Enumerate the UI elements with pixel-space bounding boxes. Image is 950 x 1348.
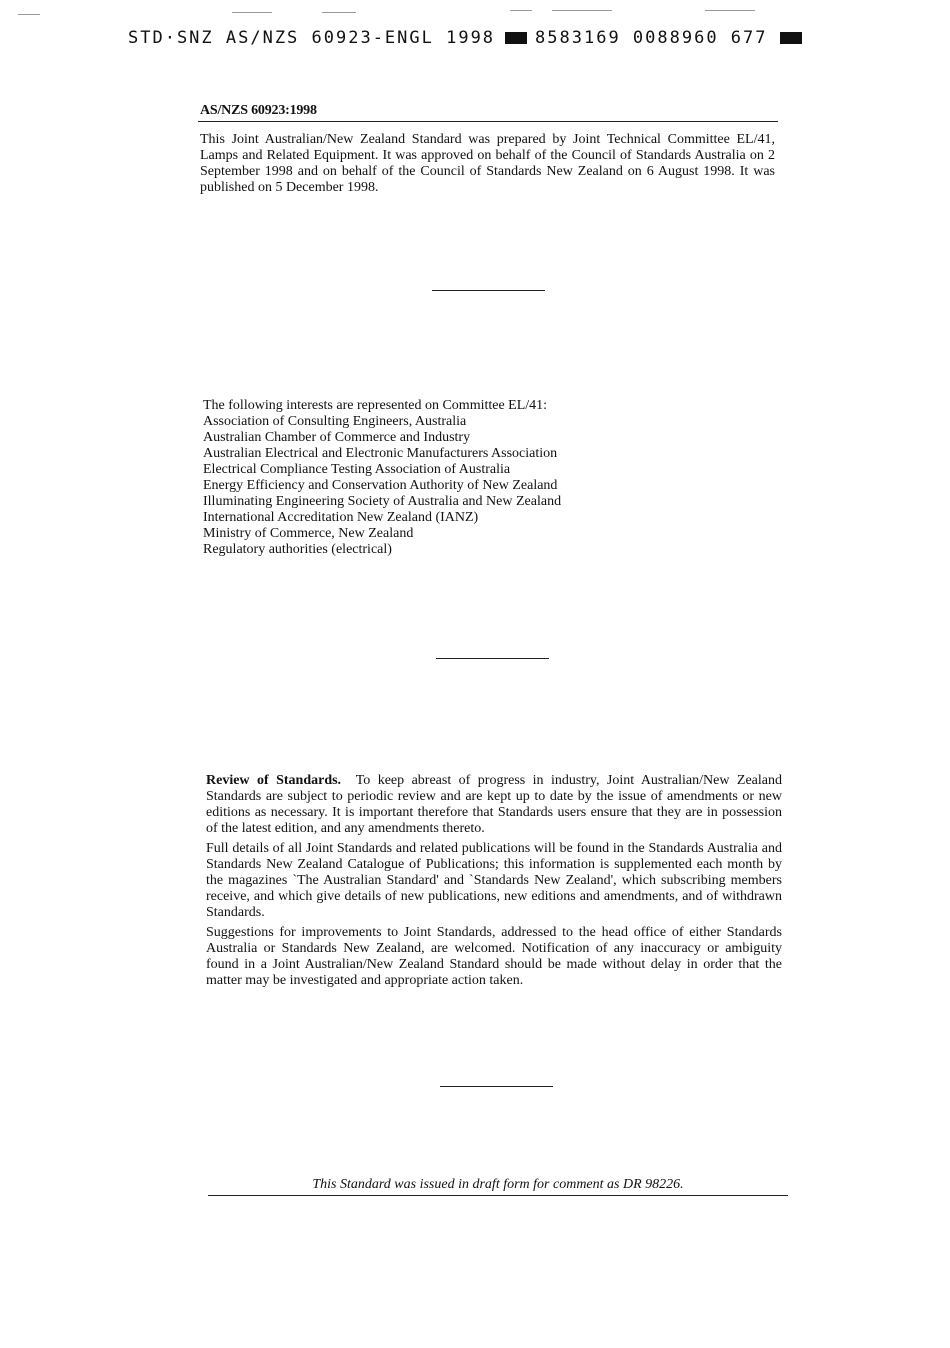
scan-artifact <box>510 10 532 11</box>
scan-header-code: 8583169 0088960 677 <box>535 28 768 48</box>
section-divider <box>432 290 545 291</box>
scan-block-marker <box>505 32 527 44</box>
title-rule <box>198 121 778 122</box>
committee-interests <box>203 398 561 558</box>
committee-member: Illuminating Engineering Society of Australia and New Zealand <box>203 494 562 509</box>
scan-artifact <box>232 12 272 13</box>
committee-member: Electrical Compliance Testing Association of Australia <box>203 462 511 477</box>
committee-member: Ministry of Commerce, New Zealand <box>203 526 414 541</box>
scan-header <box>128 28 810 48</box>
standard-designation: AS/NZS 60923:1998 <box>200 103 317 118</box>
review-paragraph <box>206 773 782 837</box>
review-paragraph-3: Suggestions for improvements to Joint Standards, addressed to the head office of either Standards Australia or Standards New Zealand, are welcomed. Notification of any inaccuracy or ambiguity found in a Joint Australian/New Zealand Standard should be made without delay in order that the matter may be investigated and appropriate action taken. <box>206 925 782 988</box>
scan-artifact <box>552 10 612 11</box>
draft-comment-note: This Standard was issued in draft form for comment as DR 98226. <box>312 1177 684 1192</box>
review-of-standards <box>206 773 782 993</box>
scan-artifact <box>322 12 356 13</box>
committee-member: Regulatory authorities (electrical) <box>203 542 392 557</box>
review-paragraph-2: Full details of all Joint Standards and related publications will be found in the Standards Australia and Standards New Zealand Catalogue of Publications; this information is supplemented each month by the magazines `The Australian Standard' and `Standards New Zealand', which subscribing members receive, and which give details of new publications, new editions and amendments, and of withdrawn Standards. <box>206 841 782 920</box>
review-heading: Review of Standards. <box>206 773 342 788</box>
committee-member: International Accreditation New Zealand (IANZ) <box>203 510 479 525</box>
scan-block-marker <box>780 32 802 44</box>
section-divider <box>440 1086 553 1087</box>
committee-member: Australian Chamber of Commerce and Industry <box>203 430 471 445</box>
committee-member: Australian Electrical and Electronic Manufacturers Association <box>203 446 558 461</box>
committee-member-list <box>203 414 561 558</box>
scan-artifact <box>705 10 755 11</box>
review-paragraph-1: To keep abreast of progress in industry, Joint Australian/New Zealand Standards are subject to periodic review and are kept up to date by the issue of amendments or new editions as necessary. It is important therefore that Standards users ensure that they are in possession of the latest edition, and any amendments thereto. <box>206 773 782 836</box>
scan-header-prefix: STD·SNZ AS/NZS 60923-ENGL 1998 <box>128 28 496 48</box>
committee-member: Association of Consulting Engineers, Australia <box>203 414 467 429</box>
intro-paragraph: This Joint Australian/New Zealand Standard was prepared by Joint Technical Committee EL/41, Lamps and Related Equipment. It was approved on behalf of the Council of Standards Australia on 2 September 1998 and on behalf of the Council of Standards New Zealand on 6 August 1998. It was published on 5 December 1998. <box>200 132 775 195</box>
footer-rule <box>208 1195 788 1196</box>
committee-lead: The following interests are represented on Committee EL/41: <box>203 398 548 413</box>
section-divider <box>436 658 549 659</box>
scan-artifact <box>18 14 40 15</box>
committee-member: Energy Efficiency and Conservation Authority of New Zealand <box>203 478 558 493</box>
